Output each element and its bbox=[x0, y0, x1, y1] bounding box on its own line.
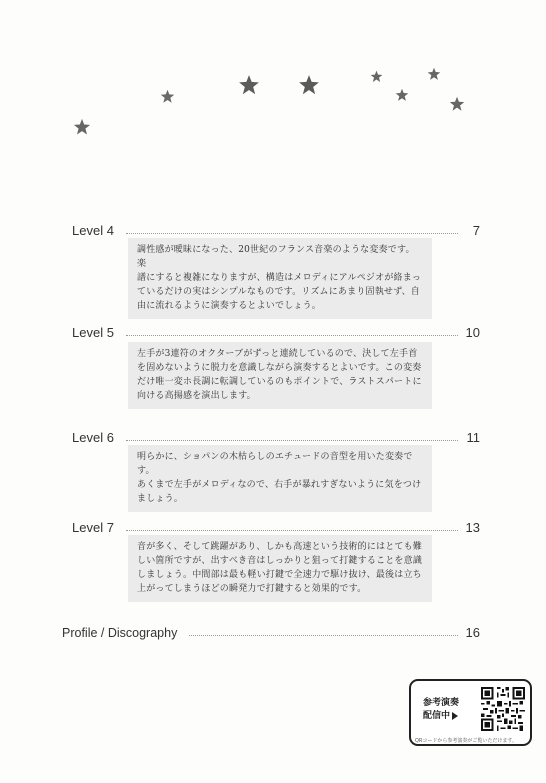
qr-code-icon[interactable] bbox=[481, 687, 525, 731]
level-title[interactable]: Level 5 bbox=[72, 325, 114, 340]
description-line: ましょう。 bbox=[137, 494, 184, 504]
star-icon bbox=[449, 96, 465, 112]
star-icon bbox=[395, 88, 409, 102]
page-number: 13 bbox=[465, 520, 480, 535]
star-icon bbox=[298, 74, 320, 96]
description-line: しい箇所ですが、出すべき音はしっかりと狙って打鍵することを意識 bbox=[137, 556, 423, 566]
level-title[interactable]: Level 6 bbox=[72, 430, 114, 445]
arrow-right-icon bbox=[452, 712, 458, 720]
qr-promo-text bbox=[423, 697, 459, 723]
qr-promo-line: 参考演奏 bbox=[423, 698, 460, 708]
profile-title[interactable]: Profile / Discography bbox=[62, 626, 178, 640]
star-icon bbox=[238, 74, 260, 96]
dot-leader bbox=[126, 440, 458, 441]
dot-leader bbox=[126, 335, 458, 336]
star-icon bbox=[427, 67, 441, 81]
description-line: 譜にすると複雑になりますが、構造はメロディにアルペジオが絡まっ bbox=[137, 273, 422, 283]
toc-entry-profile[interactable] bbox=[62, 620, 480, 640]
star-icon bbox=[370, 70, 383, 83]
star-icon bbox=[160, 89, 175, 104]
description-line: だけ唯一変ホ長調に転調しているのもポイントで、ラストスパートに bbox=[137, 377, 422, 387]
page-number: 7 bbox=[472, 223, 480, 238]
qr-promo-line: 配信中 bbox=[423, 711, 451, 721]
qr-promo-box[interactable] bbox=[409, 679, 532, 746]
star-decoration bbox=[0, 0, 546, 160]
description-line: 明らかに、ショパンの木枯らしのエチュードの音型を用いた変奏です。 bbox=[137, 452, 413, 476]
description-line: 調性感が曖昧になった、20世紀のフランス音楽のような変奏です。楽 bbox=[137, 245, 415, 269]
description-line: 上がってしまうほどの瞬発力で打鍵すると効果的です。 bbox=[137, 584, 367, 594]
dot-leader bbox=[126, 530, 458, 531]
dot-leader bbox=[126, 233, 458, 234]
dot-leader bbox=[189, 635, 457, 636]
level-description bbox=[128, 445, 432, 512]
description-line: を固めないように脱力を意識しながら演奏するとよいです。この変奏 bbox=[137, 363, 422, 373]
description-line: 由に流れるように演奏するとよいでしょう。 bbox=[137, 301, 322, 311]
level-title[interactable]: Level 7 bbox=[72, 520, 114, 535]
description-line: ているだけの実はシンプルなものです。リズムにあまり固執せず、自 bbox=[137, 287, 420, 297]
description-line: 左手が3連符のオクターブがずっと連続しているので、決して左手首 bbox=[137, 349, 418, 359]
page-number: 10 bbox=[465, 325, 480, 340]
page-number: 16 bbox=[465, 625, 480, 640]
level-description bbox=[128, 535, 432, 602]
level-description bbox=[128, 238, 432, 319]
level-description bbox=[128, 342, 432, 409]
qr-caption: QRコードから参考演奏がご覧いただけます。 bbox=[415, 738, 518, 744]
description-line: しましょう。中間部は最も軽い打鍵で全速力で駆け抜け、最後は立ち bbox=[137, 570, 422, 580]
page-number: 11 bbox=[466, 430, 480, 445]
description-line: あくまで左手がメロディなので、右手が暴れすぎないように気をつけ bbox=[137, 480, 422, 490]
description-line: 向ける高揚感を演出します。 bbox=[137, 391, 256, 401]
star-icon bbox=[73, 118, 91, 136]
description-line: 音が多く、そして跳躍があり、しかも高速という技術的にはとても難 bbox=[137, 542, 423, 552]
level-title[interactable]: Level 4 bbox=[72, 223, 114, 238]
